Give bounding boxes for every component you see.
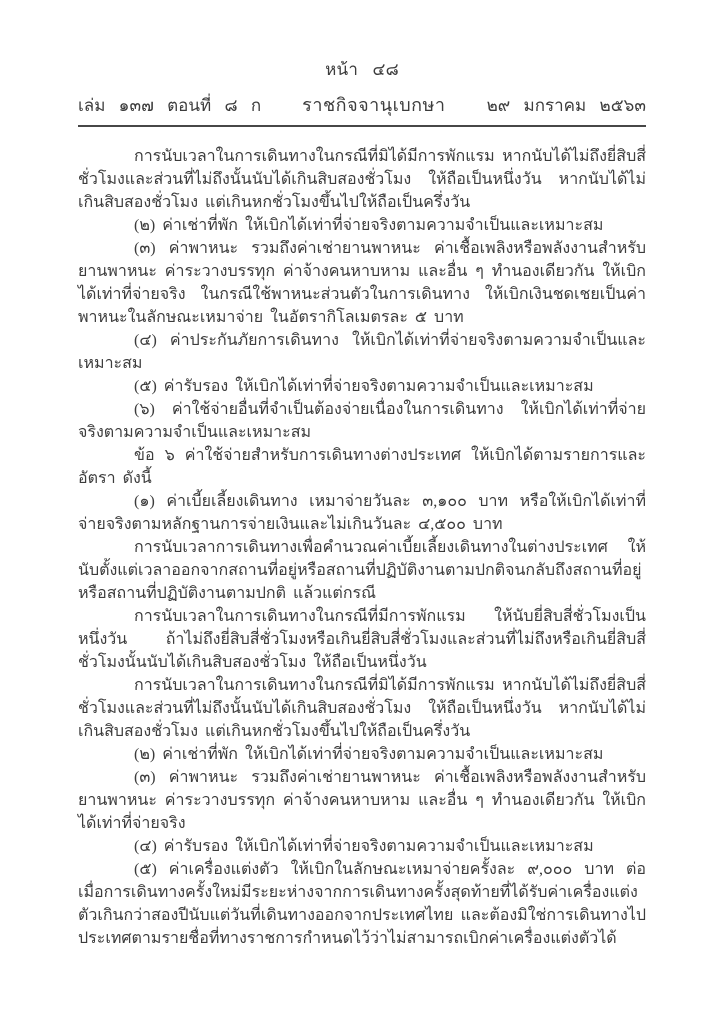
- paragraph-item-4-reception-abroad: (๔) ค่ารับรอง ให้เบิกได้เท่าที่จ่ายจริงตามความจำเป็นและเหมาะสม: [134, 838, 594, 855]
- paragraph-item-2-lodging: (๒) ค่าเช่าที่พัก ให้เบิกได้เท่าที่จ่ายจริงตามความจำเป็นและเหมาะสม: [134, 217, 604, 234]
- paragraph-item-5-clothing-allowance: (๕) ค่าเครื่องแต่งตัว ให้เบิกในลักษณะเหมาจ่ายครั้งละ ๙,๐๐๐ บาท ต่อเมื่อการเดินทางครั้งใหม่มีระยะห่างจากการเดินทางครั้งสุดท้ายที่ได้รับค่าเครื่องแต่งตัวเกินกว่าสองปีนับแต่วันที่เดินทางออกจากประเทศไทย และต้องมิใช่การเดินทางไปประเทศตามรายชื่อที่ทางราชการกำหนดไว้ว่าไม่สามารถเบิกค่าเครื่องแต่งตัวได้: [78, 861, 646, 947]
- paragraph-item-3-transport: (๓) ค่าพาหนะ รวมถึงค่าเช่ายานพาหนะ ค่าเชื้อเพลิงหรือพลังงานสำหรับยานพาหนะ ค่าระวางบรรทุก ค่าจ้างคนหาบหาม และอื่น ๆ ทำนองเดียวกัน ให้เบิกได้เท่าที่จ่ายจริง ในกรณีใช้พาหนะส่วนตัวในการเดินทาง ให้เบิกเงินชดเชยเป็นค่าพาหนะในลักษณะเหมาจ่าย ในอัตรากิโลเมตรละ ๕ บาท: [78, 240, 646, 326]
- paragraph-counting-time-no-overnight-2: การนับเวลาในการเดินทางในกรณีที่มิได้มีการพักแรม หากนับได้ไม่ถึงยี่สิบสี่ชั่วโมงและส่วนที่ไม่ถึงนั้นนับได้เกินสิบสองชั่วโมง ให้ถือเป็นหนึ่งวัน หากนับได้ไม่เกินสิบสองชั่วโมง แต่เกินหกชั่วโมงขึ้นไปให้ถือเป็นครึ่งวัน: [78, 677, 646, 740]
- paragraph-clause-6-abroad: ข้อ ๖ ค่าใช้จ่ายสำหรับการเดินทางต่างประเทศ ให้เบิกได้ตามรายการและอัตรา ดังนี้: [78, 447, 646, 487]
- paragraph-counting-time-overnight: การนับเวลาในการเดินทางในกรณีที่มีการพักแรม ให้นับยี่สิบสี่ชั่วโมงเป็นหนึ่งวัน ถ้าไม่ถึงยี่สิบสี่ชั่วโมงหรือเกินยี่สิบสี่ชั่วโมงและส่วนที่ไม่ถึงหรือเกินยี่สิบสี่ชั่วโมงนั้นนับได้เกินสิบสองชั่วโมง ให้ถือเป็นหนึ่งวัน: [78, 608, 646, 671]
- paragraph-item-3-transport-abroad: (๓) ค่าพาหนะ รวมถึงค่าเช่ายานพาหนะ ค่าเชื้อเพลิงหรือพลังงานสำหรับยานพาหนะ ค่าระวางบรรทุก ค่าจ้างคนหาบหาม และอื่น ๆ ทำนองเดียวกัน ให้เบิกได้เท่าที่จ่ายจริง: [78, 769, 646, 832]
- gazette-title: ราชกิจจานุเบกษา: [302, 95, 446, 115]
- paragraph-item-1-per-diem: (๑) ค่าเบี้ยเลี้ยงเดินทาง เหมาจ่ายวันละ ๓,๑๐๐ บาท หรือให้เบิกได้เท่าที่จ่ายจริงตามหลักฐานการจ่ายเงินและไม่เกินวันละ ๔,๕๐๐ บาท: [78, 493, 646, 533]
- issue-date: ๒๙ มกราคม ๒๕๖๓: [486, 96, 646, 115]
- document-body: [0, 127, 724, 950]
- volume-label: เล่ม ๑๓๗ ตอนที่ ๘ ก: [78, 96, 262, 115]
- page-number: หน้า ๔๘: [325, 60, 399, 79]
- paragraph-counting-time-abroad: การนับเวลาการเดินทางเพื่อคำนวณค่าเบี้ยเลี้ยงเดินทางในต่างประเทศ ให้นับตั้งแต่เวลาออกจากสถานที่อยู่หรือสถานที่ปฏิบัติงานตามปกติจนกลับถึงสถานที่อยู่หรือสถานที่ปฏิบัติงานตามปกติ แล้วแต่กรณี: [78, 539, 646, 602]
- paragraph-item-4-insurance: (๔) ค่าประกันภัยการเดินทาง ให้เบิกได้เท่าที่จ่ายจริงตามความจำเป็นและเหมาะสม: [78, 332, 646, 372]
- paragraph-item-6-other-expenses: (๖) ค่าใช้จ่ายอื่นที่จำเป็นต้องจ่ายเนื่องในการเดินทาง ให้เบิกได้เท่าที่จ่ายจริงตามความจำเป็นและเหมาะสม: [78, 401, 646, 441]
- page-header: [0, 0, 724, 127]
- paragraph-item-2-lodging-abroad: (๒) ค่าเช่าที่พัก ให้เบิกได้เท่าที่จ่ายจริงตามความจำเป็นและเหมาะสม: [134, 746, 604, 763]
- header-meta-row: [78, 90, 646, 119]
- paragraph-item-5-reception: (๕) ค่ารับรอง ให้เบิกได้เท่าที่จ่ายจริงตามความจำเป็นและเหมาะสม: [134, 378, 594, 395]
- paragraph-counting-time-no-overnight: การนับเวลาในการเดินทางในกรณีที่มิได้มีการพักแรม หากนับได้ไม่ถึงยี่สิบสี่ชั่วโมงและส่วนที่ไม่ถึงนั้นนับได้เกินสิบสองชั่วโมง ให้ถือเป็นหนึ่งวัน หากนับได้ไม่เกินสิบสองชั่วโมง แต่เกินหกชั่วโมงขึ้นไปให้ถือเป็นครึ่งวัน: [78, 148, 646, 211]
